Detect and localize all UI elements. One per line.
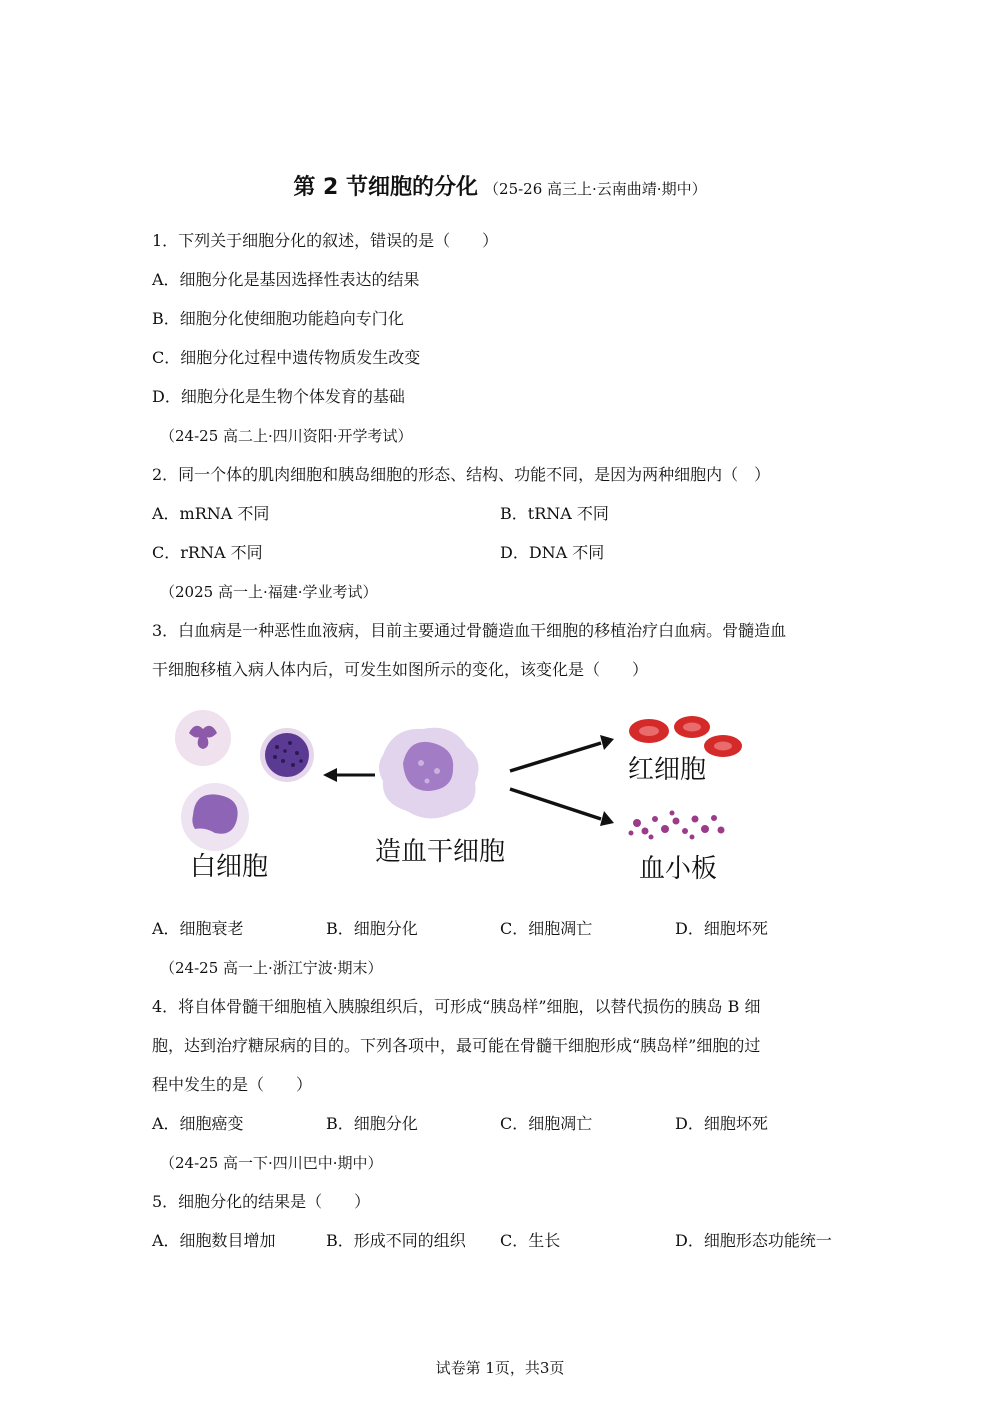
question-5-stem: 5．细胞分化的结果是（ ） (152, 1192, 371, 1211)
question-5-option-d[interactable]: D．细胞形态功能统一 (675, 1231, 832, 1250)
arrow-to-white-cells (323, 768, 375, 782)
page-footer: 试卷第 1页，共3页 (435, 1359, 565, 1377)
stem-cell-image (379, 728, 479, 819)
question-2-stem: 2．同一个体的肌肉细胞和胰岛细胞的形态、结构、功能不同，是因为两种细胞内（ ） (152, 465, 771, 484)
section-title: 第 2 节细胞的分化 (293, 175, 479, 200)
question-4-option-c[interactable]: C．细胞凋亡 (500, 1114, 593, 1133)
question-1-option-d[interactable]: D．细胞分化是生物个体发育的基础 (152, 387, 405, 406)
question-5-source: （24-25 高一下·四川巴中·期中） (160, 1154, 383, 1172)
page-title (0, 170, 1000, 201)
question-1-option-a[interactable]: A．细胞分化是基因选择性表达的结果 (152, 270, 420, 289)
question-4-source: （24-25 高一上·浙江宁波·期末） (160, 959, 383, 977)
white-blood-cells-image (175, 710, 314, 851)
stem-cell-label: 造血干细胞 (375, 837, 506, 867)
question-5-option-c[interactable]: C．生长 (500, 1231, 561, 1250)
arrow-to-red-cells (510, 735, 614, 771)
question-4-option-b[interactable]: B．细胞分化 (326, 1114, 418, 1133)
cell-differentiation-figure (165, 705, 755, 900)
question-3-source: （2025 高一上·福建·学业考试） (160, 583, 378, 601)
question-5-option-b[interactable]: B．形成不同的组织 (326, 1231, 466, 1250)
question-4-stem-line-2: 胞，达到治疗糖尿病的目的。下列各项中，最可能在骨髓干细胞形成“胰岛样”细胞的过 (152, 1036, 761, 1055)
red-blood-cells-image (629, 716, 742, 757)
question-4-stem-line-3: 程中发生的是（ ） (152, 1075, 313, 1094)
question-3-stem-line-1: 3．白血病是一种恶性血液病，目前主要通过骨髓造血干细胞的移植治疗白血病。骨髓造血 (152, 621, 787, 640)
red-cell-label: 红细胞 (628, 755, 707, 785)
question-4-stem-line-1: 4．将自体骨髓干细胞植入胰腺组织后，可形成“胰岛样”细胞，以替代损伤的胰岛 B 细 (152, 997, 761, 1016)
question-1-option-b[interactable]: B．细胞分化使细胞功能趋向专门化 (152, 309, 404, 328)
question-2-option-a[interactable]: A．mRNA 不同 (152, 504, 270, 523)
question-4-option-d[interactable]: D．细胞坏死 (675, 1114, 768, 1133)
question-3-stem-line-2: 干细胞移植入病人体内后，可发生如图所示的变化，该变化是（ ） (152, 660, 649, 679)
question-3-option-d[interactable]: D．细胞坏死 (675, 919, 768, 938)
question-4-option-a[interactable]: A．细胞癌变 (152, 1114, 244, 1133)
platelet-label: 血小板 (639, 854, 718, 884)
white-cell-label: 白细胞 (190, 852, 269, 882)
question-3-option-c[interactable]: C．细胞凋亡 (500, 919, 593, 938)
question-2-source: （24-25 高二上·四川资阳·开学考试） (160, 427, 413, 445)
question-2-option-b[interactable]: B．tRNA 不同 (500, 504, 609, 523)
question-2-option-c[interactable]: C．rRNA 不同 (152, 543, 263, 562)
question-3-option-b[interactable]: B．细胞分化 (326, 919, 418, 938)
title-source: （25-26 高三上·云南曲靖·期中） (484, 180, 707, 198)
question-1-option-c[interactable]: C．细胞分化过程中遗传物质发生改变 (152, 348, 421, 367)
platelets-image (629, 811, 725, 840)
question-5-option-a[interactable]: A．细胞数目增加 (152, 1231, 276, 1250)
question-1-stem: 1．下列关于细胞分化的叙述，错误的是（ ） (152, 231, 499, 250)
arrow-to-platelets (510, 789, 614, 826)
question-2-option-d[interactable]: D．DNA 不同 (500, 543, 605, 562)
question-3-option-a[interactable]: A．细胞衰老 (152, 919, 244, 938)
